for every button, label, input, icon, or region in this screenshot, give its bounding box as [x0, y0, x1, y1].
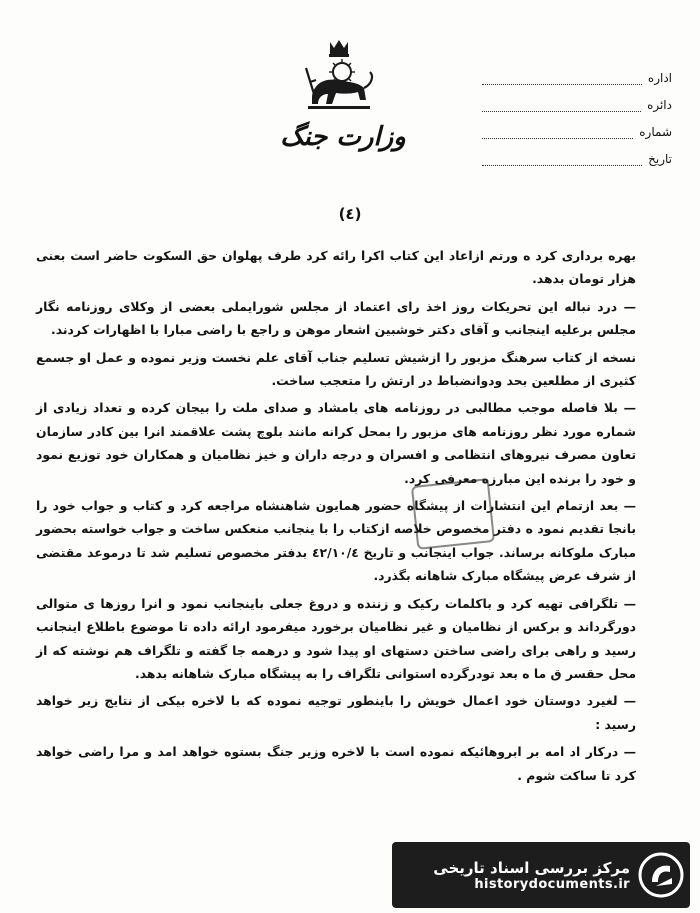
- field-department: [482, 85, 672, 112]
- archive-logo-icon: [638, 852, 684, 898]
- field-label: تاریخ: [648, 152, 672, 166]
- paragraph: — بلا فاصله موجب مطالبی در روزنامه های بامشاد و صدای ملت را بیجان کرده و تعداد زیادی از شماره مورد نظر روزنامه های مزبور را بمحل کرانه مانند بلوچ پشت علاقمند انرا بین کادر سازمان تعاون مصرف نیروهای انتظامی و افسران و درجه داران و خیز نظامیان و همکاران خود توزیع نمود و خود را برنده این مبارزه معرفی کرد.: [36, 396, 636, 490]
- field-label: شماره: [639, 125, 672, 139]
- reference-fields: [482, 58, 672, 166]
- field-label: اداره: [647, 71, 672, 85]
- field-dotted-line: [482, 126, 633, 139]
- field-number: [482, 112, 672, 139]
- watermark-url: historydocuments.ir: [474, 876, 630, 892]
- field-office: [482, 58, 672, 85]
- paragraph: — درکار اد امه بر ابروهائیکه نموده است با لاخره وزیر جنگ بستوه خواهد امد و مرا راضی خواهد کرد تا ساکت شوم .: [36, 740, 636, 787]
- lion-and-sun-emblem-icon: [296, 38, 382, 118]
- field-label: دائره: [647, 98, 672, 112]
- paragraph: — تلگرافی تهیه کرد و باکلمات رکیک و زننده و دروغ جعلی باینجانب نمود و انرا روزها ی متوالی دورگرداند و برکس از نظامیان و غیر نظامیان برخورد میفرمود ارائه داده تا موضوع باطلاع اینجانب رسید و راهی برای راضی ساختن دستهای او پیدا شود و درهمه جا گفته و تلگراف هم نوشته که از محل حقسر ق ما ه بعد تودرگرده استوانی تلگراف را به پیشگاه مبارک شاهانه بدهد.: [36, 592, 636, 686]
- field-dotted-line: [482, 99, 641, 112]
- paragraph: — درد نباله این تحریکات روز اخذ رای اعتماد از مجلس شورایملی بعضی از وکلای روزنامه نگار مجلس برعلیه اینجانب و آقای دکتر خوشبین اشعار موهن و راجع با راضی مبارا با اظهارات کردند.: [36, 295, 636, 342]
- field-dotted-line: [482, 72, 642, 85]
- paragraph: — بعد ازتمام این انتشارات از پیشگاه حضور همایون شاهنشاه مراجعه کرد و کتاب و جواب خود را بانجا تقدیم نمود ه دفتر مخصوص خلاصه ازکتاب را با ینجانب منعکس ساخت و جواب خواسته بحضور مبارک ملوکانه برساند. جواب اینجانب و تاریخ ٤٢/١٠/٤ بدفتر مخصوص تسلیم شد تا درموعد مقتضی از شرف عرض پیشگاه مبارک شاهانه بگذرد.: [36, 494, 636, 588]
- watermark-badge: [392, 842, 690, 908]
- watermark-text: [433, 859, 630, 892]
- ink-stamp: [411, 478, 495, 550]
- field-dotted-line: [482, 153, 642, 166]
- field-date: [482, 139, 672, 166]
- paragraph: نسخه از کتاب سرهنگ مزبور را ازشیش تسلیم جناب آقای علم نخست وزیر نموده و عمل او جسمع کثیری از مطلعین بحد ودوانضباط در ارتش را متعجب ساخت.: [36, 349, 636, 389]
- page-number: (٤): [338, 205, 362, 223]
- paragraph: بهره برداری کرد ه ورتم ازاعاد این کتاب اکرا رائه کرد طرف پهلوان حق السکوت حاضر است بعنی هزار تومان بدهد.: [36, 248, 636, 287]
- ministry-title: وزارت جنگ: [280, 122, 406, 152]
- letter-body: [36, 244, 636, 791]
- watermark-persian: مرکز بررسی اسناد تاریخی: [433, 858, 630, 877]
- paragraph: — لغیرد دوستان خود اعمال خویش را باینطور توجیه نموده که با لاخره بیکی از نتایج زیر خواهد رسید :: [36, 689, 636, 736]
